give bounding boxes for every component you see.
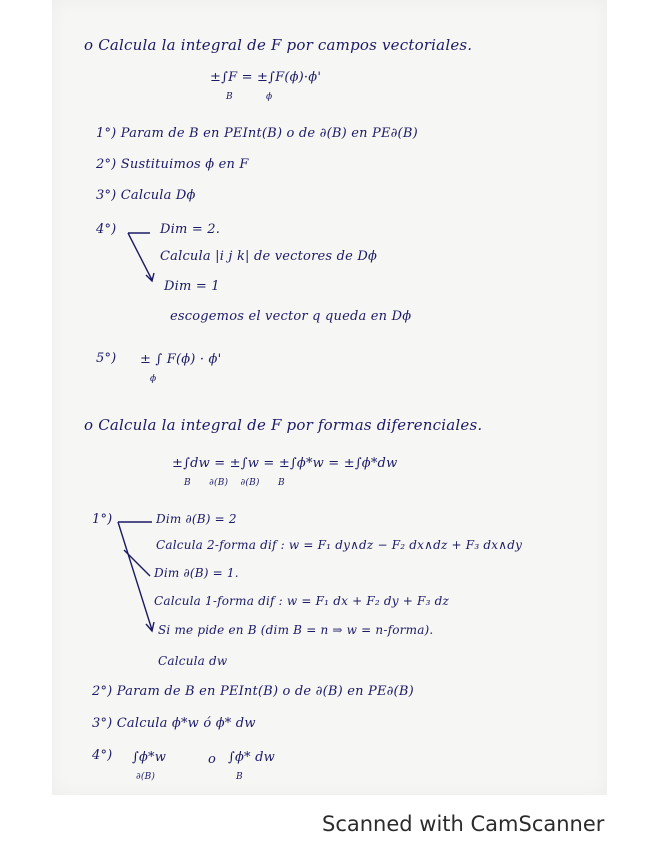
forms-formula-subs: B ∂(B) ∂(B) B — [184, 478, 285, 488]
forms-step-1-two-form: Calcula 2-forma dif : w = F₁ dy∧dz − F₂ dx∧dz + F₃ dx∧dy — [156, 538, 523, 552]
forms-step-4-label: 4°) — [92, 748, 113, 763]
forms-step-4-integral-a: ∫ϕ*w — [132, 750, 167, 765]
forms-step-1-one-form: Calcula 1-forma dif : w = F₁ dx + F₂ dy + F₃ dz — [154, 594, 449, 608]
vector-step-5-integral: ± ∫ F(ϕ) · ϕ' — [140, 352, 222, 367]
vector-step-3: 3°) Calcula Dϕ — [96, 188, 196, 203]
vector-step-1: 1°) Param de B en PEInt(B) o de ∂(B) en PE∂(B) — [96, 126, 418, 141]
forms-step-4-sub-a: ∂(B) — [136, 772, 156, 782]
arrow-forms-dim1 — [124, 550, 150, 576]
forms-step-1-dw: Calcula dw — [158, 654, 228, 668]
vector-formula-sub-right: ϕ — [266, 92, 273, 102]
forms-section-title: o Calcula la integral de F por formas diferenciales. — [84, 416, 483, 434]
forms-step-4-sub-b: B — [236, 772, 243, 782]
forms-step-1-ask-b: Si me pide en B (dim B = n ⇒ w = n-forma). — [158, 623, 434, 637]
forms-step-1-dim2: Dim ∂(B) = 2 — [156, 512, 237, 526]
vector-section-title: o Calcula la integral de F por campos vectoriales. — [84, 36, 473, 54]
forms-section-formula: ±∫dw = ±∫w = ±∫ϕ*w = ±∫ϕ*dw — [172, 456, 398, 471]
forms-step-4-or: o — [208, 752, 217, 767]
vector-step-2: 2°) Sustituimos ϕ en F — [96, 157, 249, 172]
vector-step-4-cross: Calcula |i j k| de vectores de Dϕ — [160, 249, 378, 264]
forms-step-2: 2°) Param de B en PEInt(B) o de ∂(B) en PE∂(B) — [92, 684, 414, 699]
forms-step-1-dim1: Dim ∂(B) = 1. — [154, 566, 239, 580]
vector-step-4-label: 4°) — [96, 222, 117, 237]
vector-formula-sub-left: B — [226, 92, 233, 102]
vector-step-4-dim2: Dim = 2. — [160, 222, 221, 237]
bracket-vector-step4 — [128, 233, 154, 281]
vector-step-4-choose: escogemos el vector q queda en Dϕ — [170, 309, 412, 324]
vector-section-formula: ±∫F = ±∫F(ϕ)·ϕ' — [210, 70, 322, 85]
vector-step-4-dim1: Dim = 1 — [164, 279, 220, 294]
bracket-forms-step1 — [118, 522, 154, 631]
vector-step-5-label: 5°) — [96, 351, 117, 366]
camscanner-watermark: Scanned with CamScanner — [322, 812, 605, 836]
forms-step-1-label: 1°) — [92, 512, 113, 527]
vector-step-5-sub: ϕ — [150, 374, 157, 384]
forms-step-3: 3°) Calcula ϕ*w ó ϕ* dw — [92, 716, 256, 731]
forms-step-4-integral-b: ∫ϕ* dw — [228, 750, 275, 765]
